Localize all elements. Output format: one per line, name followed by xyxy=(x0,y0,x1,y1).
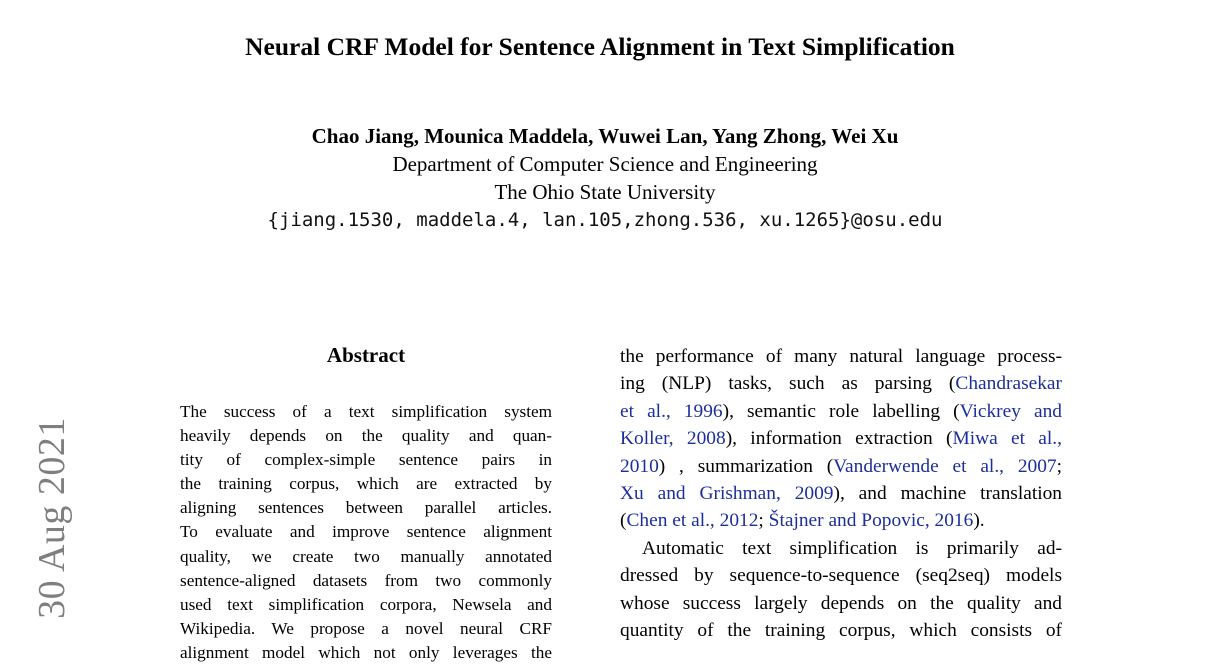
citation-link[interactable]: Miwa et al., xyxy=(952,428,1062,450)
intro-line xyxy=(620,370,1062,397)
intro-line xyxy=(620,480,1062,507)
intro-line xyxy=(620,507,1062,534)
abstract-line: heavily depends on the quality and quan- xyxy=(180,426,552,446)
citation-link[interactable]: Chandrasekar xyxy=(955,373,1062,395)
intro-line xyxy=(620,398,1062,425)
abstract-line: tity of complex-simple sentence pairs in xyxy=(180,450,552,470)
intro-text: dressed by sequence-to-sequence (seq2seq) models xyxy=(620,565,1062,587)
intro-text: the performance of many natural language process- xyxy=(620,346,1062,367)
intro-text: ), semantic role labelling ( xyxy=(722,400,960,422)
citation-link[interactable]: 2010 xyxy=(620,455,659,477)
intro-text: ( xyxy=(620,510,627,532)
citation-link[interactable]: Vickrey and xyxy=(959,400,1062,422)
intro-text: ), and machine translation xyxy=(833,482,1062,504)
paper-title: Neural CRF Model for Sentence Alignment in Text Simplification xyxy=(245,32,955,61)
intro-line xyxy=(620,425,1062,452)
abstract-line: sentence-aligned datasets from two commonly xyxy=(180,570,552,590)
intro-text: ; xyxy=(1056,455,1062,477)
abstract-line: alignment model which not only leverages the xyxy=(180,642,552,662)
abstract-line: quality, we create two manually annotated xyxy=(180,546,552,566)
university: The Ohio State University xyxy=(494,180,716,204)
arxiv-date-stamp: 30 Aug 2021 xyxy=(31,417,73,619)
citation-link[interactable]: et al., 1996 xyxy=(620,400,723,422)
intro-text: whose success largely depends on the quality and xyxy=(620,592,1062,614)
intro-text: ; xyxy=(758,510,769,532)
abstract-line: To evaluate and improve sentence alignment xyxy=(180,522,552,542)
department: Department of Computer Science and Engineering xyxy=(392,152,818,176)
intro-text: ), information extraction ( xyxy=(725,428,953,450)
intro-line xyxy=(620,343,1062,370)
citation-link[interactable]: Chen et al., 2012 xyxy=(626,510,759,532)
abstract-heading: Abstract xyxy=(326,343,406,367)
abstract-line: The success of a text simplification system xyxy=(180,402,552,421)
intro-line xyxy=(620,590,1062,617)
intro-text: ing (NLP) tasks, such as parsing ( xyxy=(620,373,956,395)
abstract-line: the training corpus, which are extracted by xyxy=(180,474,552,494)
abstract-body xyxy=(180,400,552,665)
author-emails: {jiang.1530, maddela.4, lan.105,zhong.536, xu.1265}@osu.edu xyxy=(267,209,943,231)
intro-text: quantity of the training corpus, which consists of xyxy=(620,619,1062,641)
intro-text: ) , summarization ( xyxy=(658,455,834,477)
intro-line xyxy=(620,617,1062,644)
intro-line xyxy=(620,535,1062,562)
author-list: Chao Jiang, Mounica Maddela, Wuwei Lan, Yang Zhong, Wei Xu xyxy=(311,124,899,148)
intro-text: Automatic text simplification is primarily ad- xyxy=(642,537,1062,559)
intro-column xyxy=(620,343,1062,644)
abstract-line: Wikipedia. We propose a novel neural CRF xyxy=(180,618,552,638)
citation-link[interactable]: Xu and Grishman, 2009 xyxy=(620,482,834,504)
abstract-line: used text simplification corpora, Newsela and xyxy=(180,594,552,614)
intro-text: ). xyxy=(973,510,985,532)
citation-link[interactable]: Štajner and Popovic, 2016 xyxy=(768,510,974,532)
intro-line xyxy=(620,453,1062,480)
citation-link[interactable]: Vanderwende et al., 2007 xyxy=(833,455,1057,477)
abstract-line: aligning sentences between parallel articles. xyxy=(180,498,552,518)
citation-link[interactable]: Koller, 2008 xyxy=(620,428,726,450)
intro-line xyxy=(620,562,1062,589)
